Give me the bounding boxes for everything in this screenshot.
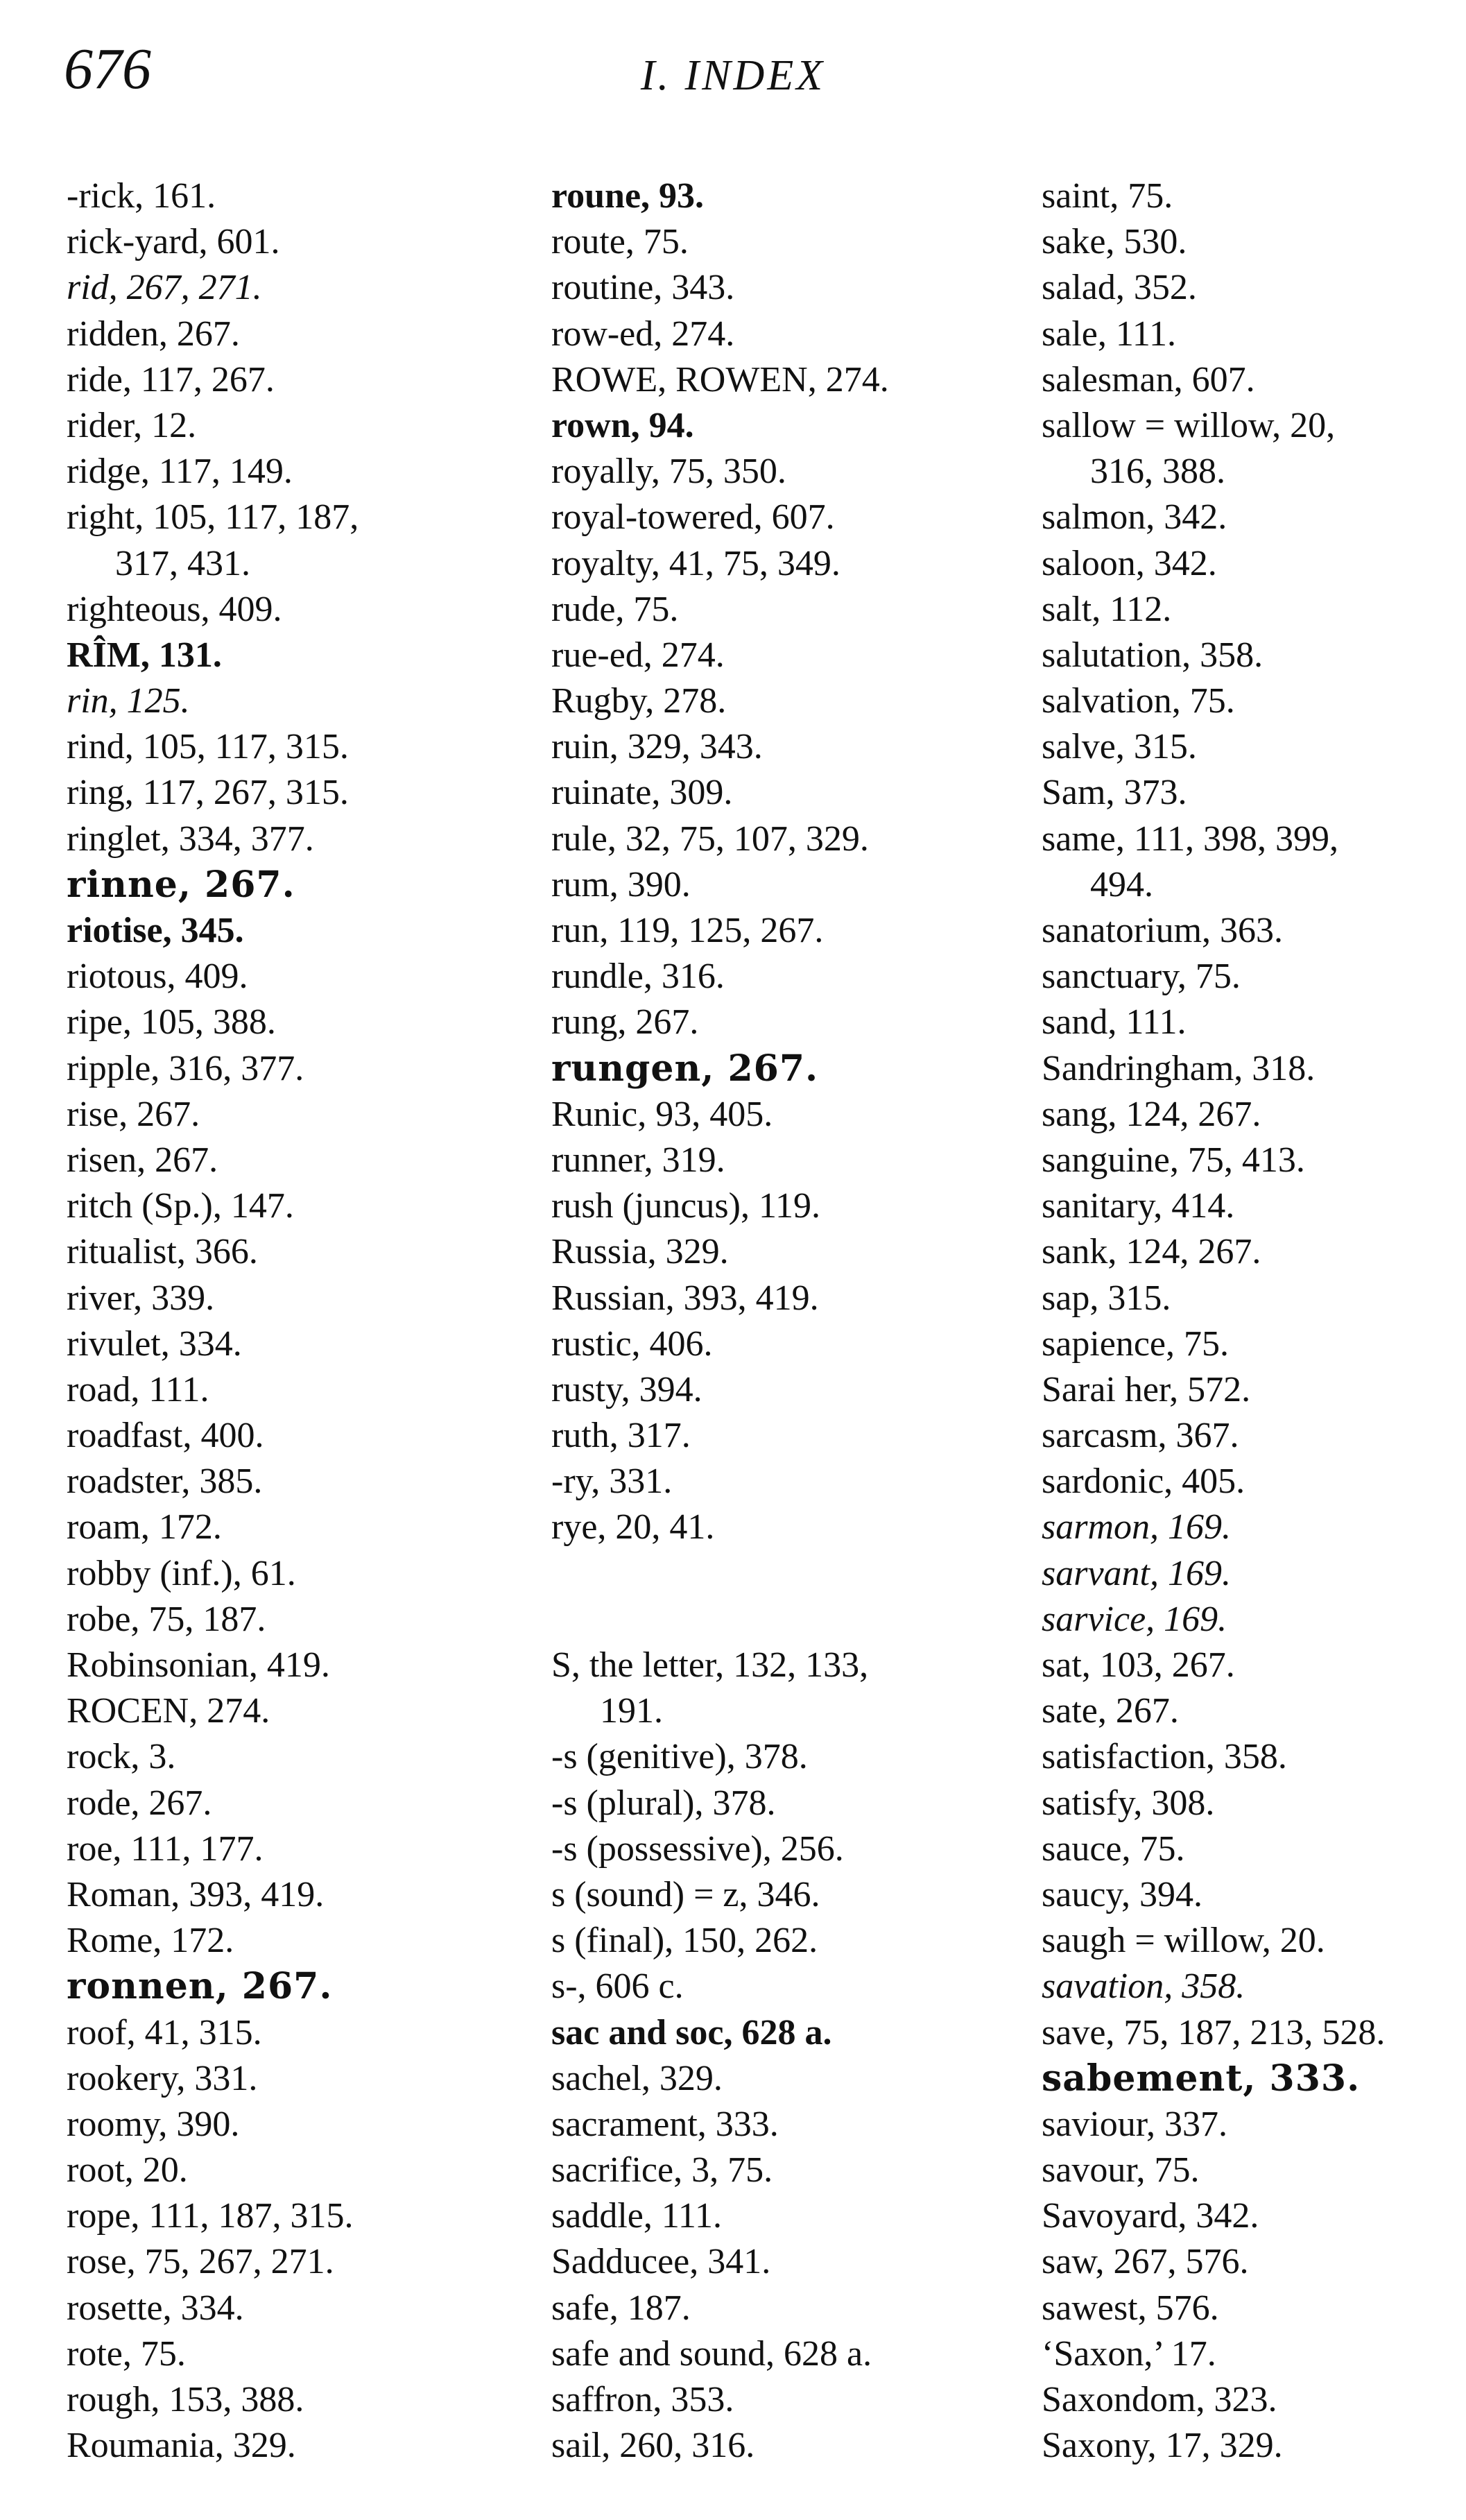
index-entry: roadfast, 400.	[67, 1416, 264, 1456]
index-entry: sand, 111.	[1042, 1002, 1187, 1043]
index-entry: Sam, 373.	[1042, 773, 1187, 813]
index-entry: saugh = willow, 20.	[1042, 1921, 1325, 1961]
index-entry: salt, 112.	[1042, 589, 1172, 629]
index-entry: satisfy, 308.	[1042, 1783, 1215, 1823]
index-entry: saloon, 342.	[1042, 543, 1217, 583]
index-entry: Russia, 329.	[551, 1232, 729, 1272]
index-entry: ride, 117, 267.	[67, 359, 275, 400]
index-entry-continuation: 191.	[600, 1691, 663, 1731]
index-entry: ROWE, ROWEN, 274.	[551, 359, 889, 400]
index-entry: rung, 267.	[551, 1002, 699, 1043]
index-entry: -rick, 161.	[67, 176, 216, 216]
index-entry: Sarai her, 572.	[1042, 1369, 1251, 1409]
index-entry: righteous, 409.	[67, 589, 282, 629]
index-entry: royally, 75, 350.	[551, 452, 786, 492]
index-entry: rote, 75.	[67, 2333, 186, 2374]
index-entry: sanitary, 414.	[1042, 1186, 1235, 1226]
index-entry: -ry, 331.	[551, 1462, 673, 1502]
index-entry: salesman, 607.	[1042, 359, 1255, 400]
index-entry: rye, 20, 41.	[551, 1507, 715, 1548]
index-entry: rode, 267.	[67, 1783, 212, 1823]
index-entry: -s (possessive), 256.	[551, 1828, 844, 1869]
index-entry: Runic, 93, 405.	[551, 1094, 773, 1134]
running-title: I. INDEX	[640, 52, 826, 99]
index-entry: saviour, 337.	[1042, 2104, 1227, 2144]
index-entry: rivulet, 334.	[67, 1323, 242, 1364]
index-entry: sake, 530.	[1042, 222, 1187, 262]
index-entry: saint, 75.	[1042, 176, 1173, 216]
index-entry: rind, 105, 117, 315.	[67, 727, 349, 767]
index-entry: rin, 125.	[67, 681, 190, 721]
index-entry: road, 111.	[67, 1369, 209, 1409]
index-entry: salad, 352.	[1042, 268, 1197, 308]
index-entry: Roumania, 329.	[67, 2426, 296, 2466]
index-entry: s (final), 150, 262.	[551, 1921, 818, 1961]
index-entry: satisfaction, 358.	[1042, 1737, 1287, 1777]
index-entry: rose, 75, 267, 271.	[67, 2242, 334, 2282]
index-entry: rusty, 394.	[551, 1369, 702, 1409]
index-entry: rush (juncus), 119.	[551, 1186, 821, 1226]
index-entry: roomy, 390.	[67, 2104, 240, 2144]
index-entry: rick-yard, 601.	[67, 222, 280, 262]
index-entry: row-ed, 274.	[551, 314, 735, 354]
index-entry: Russian, 393, 419.	[551, 1278, 819, 1318]
index-entry: roe, 111, 177.	[67, 1828, 264, 1869]
index-entry: ringlet, 334, 377.	[67, 818, 314, 859]
index-entry: ruinate, 309.	[551, 773, 733, 813]
index-entry: runner, 319.	[551, 1140, 725, 1180]
index-entry: ronnen, 267.	[67, 1965, 333, 2008]
index-entry: RÎM, 131.	[67, 635, 222, 675]
index-entry: ROCEN, 274.	[67, 1691, 270, 1731]
index-entry: saddle, 111.	[551, 2196, 722, 2236]
index-entry: sarvant, 169.	[1042, 1553, 1231, 1593]
index-entry: royal-towered, 607.	[551, 497, 835, 538]
index-entry: savation, 358.	[1042, 1966, 1245, 2007]
index-entry: ridden, 267.	[67, 314, 240, 354]
index-entry: rough, 153, 388.	[67, 2380, 304, 2419]
index-entry: risen, 267.	[67, 1140, 218, 1180]
index-entry: rinne, 267.	[67, 863, 295, 906]
index-entry: ruin, 329, 343.	[551, 727, 763, 767]
index-entry: Rome, 172.	[67, 1921, 234, 1961]
index-entry: sale, 111.	[1042, 314, 1176, 354]
index-entry: Robinsonian, 419.	[67, 1645, 330, 1685]
index-entry: salve, 315.	[1042, 727, 1197, 767]
index-entry: safe, 187.	[551, 2288, 691, 2328]
index-entry: roune, 93.	[551, 176, 705, 216]
index-entry: sachel, 329.	[551, 2058, 723, 2098]
index-entry: saffron, 353.	[551, 2380, 734, 2420]
index-column-3	[1042, 173, 1451, 2469]
index-entry: sauce, 75.	[1042, 1828, 1185, 1869]
index-entry: rise, 267.	[67, 1094, 200, 1134]
index-entry: sate, 267.	[1042, 1691, 1179, 1731]
index-entry-continuation: 316, 388.	[1090, 452, 1225, 492]
index-entry: root, 20.	[67, 2150, 188, 2191]
index-entry: route, 75.	[551, 222, 689, 262]
index-entry: sap, 315.	[1042, 1278, 1171, 1318]
index-entry: S, the letter, 132, 133,	[551, 1645, 869, 1686]
index-entry: rid, 267, 271.	[67, 268, 262, 308]
index-entry: river, 339.	[67, 1278, 215, 1318]
index-entry-continuation: 317, 431.	[115, 543, 250, 583]
index-entry: rosette, 334.	[67, 2288, 244, 2328]
index-entry: Roman, 393, 419.	[67, 1874, 325, 1914]
index-entry: rider, 12.	[67, 405, 197, 445]
index-entry: Sandringham, 318.	[1042, 1048, 1316, 1088]
index-entry: sacrament, 333.	[551, 2104, 779, 2144]
index-entry: rude, 75.	[551, 589, 679, 629]
index-entry: sac and soc, 628 a.	[551, 2012, 832, 2052]
index-entry: safe and sound, 628 a.	[551, 2333, 872, 2374]
index-entry: rum, 390.	[551, 864, 691, 905]
index-entry: sail, 260, 316.	[551, 2426, 755, 2466]
index-entry: ring, 117, 267, 315.	[67, 773, 349, 813]
index-entry: sarvice, 169.	[1042, 1599, 1227, 1639]
index-column-1	[67, 173, 545, 2469]
index-entry: Rugby, 278.	[551, 681, 727, 721]
index-entry: ritualist, 366.	[67, 1232, 258, 1272]
index-entry: saw, 267, 576.	[1042, 2242, 1249, 2282]
index-entry: roam, 172.	[67, 1507, 222, 1548]
index-entry: Saxondom, 323.	[1042, 2380, 1277, 2419]
index-entry: sapience, 75.	[1042, 1323, 1230, 1364]
index-entry: Savoyard, 342.	[1042, 2196, 1259, 2236]
index-entry: royalty, 41, 75, 349.	[551, 543, 840, 583]
index-entry: ritch (Sp.), 147.	[67, 1186, 294, 1226]
index-entry: rule, 32, 75, 107, 329.	[551, 818, 869, 859]
index-entry: rustic, 406.	[551, 1323, 713, 1364]
index-entry: save, 75, 187, 213, 528.	[1042, 2012, 1386, 2052]
index-entry: rope, 111, 187, 315.	[67, 2196, 354, 2236]
index-entry: robe, 75, 187.	[67, 1599, 266, 1639]
index-entry: Sadducee, 341.	[551, 2242, 771, 2282]
index-entry: sardonic, 405.	[1042, 1462, 1245, 1502]
index-entry: salmon, 342.	[1042, 497, 1227, 538]
index-entry: rock, 3.	[67, 1737, 176, 1777]
index-column-2	[551, 173, 1037, 2469]
index-entry: saucy, 394.	[1042, 1874, 1203, 1914]
index-entry: s (sound) = z, 346.	[551, 1874, 820, 1914]
index-entry: -s (genitive), 378.	[551, 1737, 808, 1777]
index-entry: ripple, 316, 377.	[67, 1048, 304, 1088]
index-section-gap	[551, 1551, 1037, 1643]
index-entry: roadster, 385.	[67, 1462, 263, 1502]
index-entry: salvation, 75.	[1042, 681, 1235, 721]
index-entry: sarcasm, 367.	[1042, 1416, 1239, 1456]
index-entry: sawest, 576.	[1042, 2288, 1219, 2328]
index-entry: sank, 124, 267.	[1042, 1232, 1261, 1272]
index-entry: savour, 75.	[1042, 2150, 1200, 2191]
index-entry: robby (inf.), 61.	[67, 1553, 296, 1593]
index-entry: roof, 41, 315.	[67, 2012, 262, 2052]
index-entry: run, 119, 125, 267.	[551, 911, 824, 950]
index-entry: sat, 103, 267.	[1042, 1645, 1235, 1685]
index-entry: sanctuary, 75.	[1042, 957, 1241, 997]
index-entry: sanguine, 75, 413.	[1042, 1140, 1305, 1180]
index-entry: rookery, 331.	[67, 2058, 258, 2098]
index-entry: same, 111, 398, 399,	[1042, 818, 1338, 859]
index-entry: rundle, 316.	[551, 957, 725, 997]
index-entry: salutation, 358.	[1042, 635, 1264, 675]
index-entry: rown, 94.	[551, 405, 694, 445]
index-entry: sarmon, 169.	[1042, 1507, 1232, 1548]
index-entry: ‘Saxon,’ 17.	[1042, 2333, 1216, 2374]
index-entry: s-, 606 c.	[551, 1966, 684, 2007]
index-entry: routine, 343.	[551, 268, 735, 308]
index-entry: rungen, 267.	[551, 1047, 819, 1090]
index-entry: sallow = willow, 20,	[1042, 405, 1336, 445]
index-entry-continuation: 494.	[1090, 864, 1153, 905]
index-entry: rue-ed, 274.	[551, 635, 725, 675]
index-entry: -s (plural), 378.	[551, 1783, 776, 1823]
index-entry: Saxony, 17, 329.	[1042, 2426, 1283, 2466]
index-entry: right, 105, 117, 187,	[67, 497, 359, 538]
index-entry: sanatorium, 363.	[1042, 911, 1284, 950]
index-entry: sacrifice, 3, 75.	[551, 2150, 773, 2191]
index-entry: sang, 124, 267.	[1042, 1094, 1261, 1134]
index-entry: ruth, 317.	[551, 1416, 691, 1456]
index-entry: riotous, 409.	[67, 957, 248, 997]
index-entry: riotise, 345.	[67, 911, 244, 950]
page-number: 676	[64, 37, 151, 101]
index-entry: sabement, 333.	[1042, 2057, 1361, 2100]
index-entry: ridge, 117, 149.	[67, 452, 293, 492]
index-entry: ripe, 105, 388.	[67, 1002, 276, 1043]
